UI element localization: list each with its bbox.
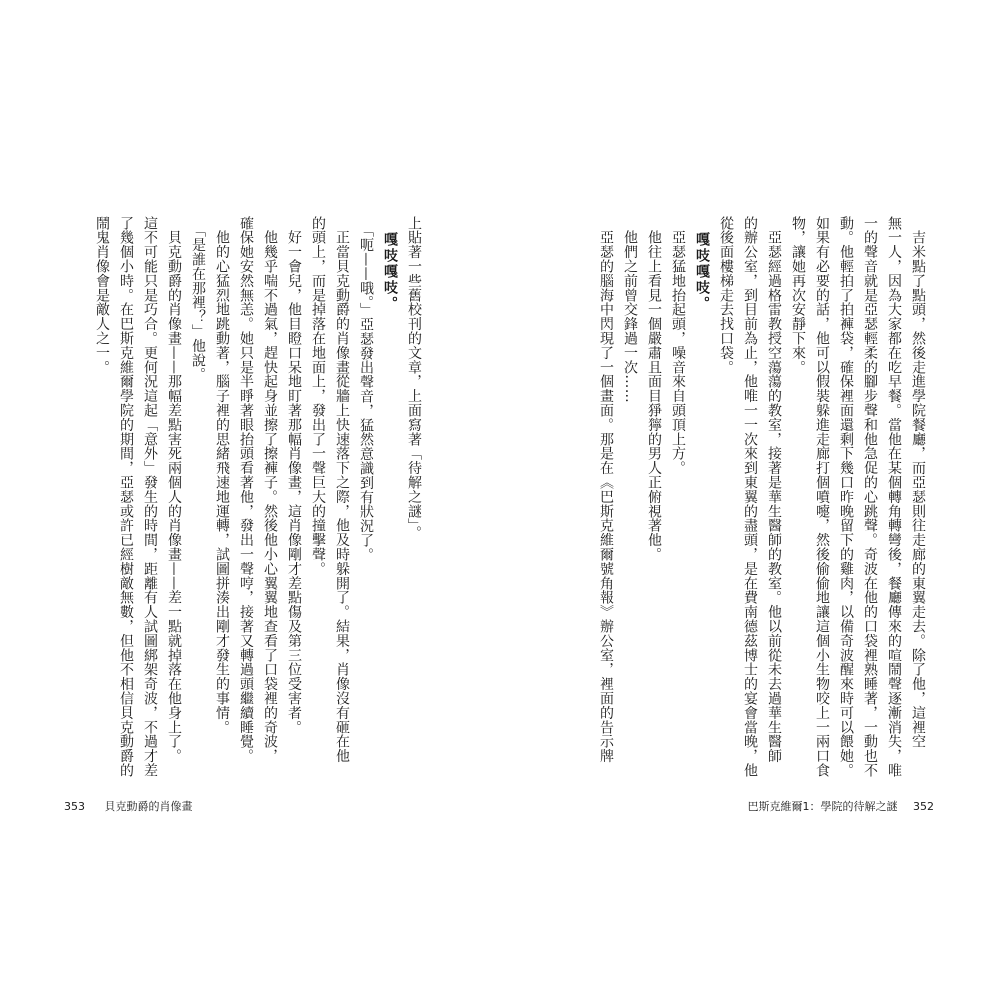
page-number: 352 (913, 800, 934, 813)
text-column: 亞瑟的腦海中閃現了一個畫面。那是在《巴斯克維爾號角報》辦公室，裡面的告示牌 (598, 216, 614, 764)
right-page-footer (748, 798, 935, 814)
page-number: 353 (64, 800, 85, 813)
running-head: 巴斯克維爾1：學院的待解之謎 (747, 800, 898, 813)
text-column: 亞瑟經過格雷教授空蕩蕩的教室，接著是華生醫師的教室。他以前從未去過華生醫師 (766, 216, 782, 764)
right-page (500, 0, 1000, 1000)
text-column: 亞瑟猛地抬起頭，噪音來自頭頂上方。 (670, 216, 686, 476)
text-column-sound-effect: 嘎吱嘎吱。 (694, 216, 710, 312)
text-column: 鬧鬼肖像會是敵人之一。 (94, 216, 110, 375)
text-column: 吉米點了點頭，然後走進學院餐廳，而亞瑟則往走廊的東翼走去。除了他，這裡空 (910, 216, 926, 749)
running-head: 貝克動爵的肖像畫 (104, 800, 193, 813)
right-page-body (594, 216, 930, 776)
text-column: 他們之前曾交鋒過一次…… (622, 216, 638, 404)
text-column: 上貼著一些舊校刊的文章，上面寫著「待解之謎」。 (406, 216, 422, 541)
text-column: 的頭上，而是掉落在地面上，發出了一聲巨大的撞擊聲。 (310, 216, 326, 576)
text-column: 如果有必要的話，他可以假裝躲進走廊打個噴嚏，然後偷偷地讓這個小生物咬上一兩口食 (814, 216, 830, 778)
text-column: 他幾乎喘不過氣，趕快起身並擦了擦褲子。然後他小心翼翼地查看了口袋裡的奇波， (262, 216, 278, 764)
text-column: 從後面樓梯走去找口袋。 (718, 216, 734, 375)
text-column: 他的心猛烈地跳動著，腦子裡的思緒飛速地運轉，試圖拼湊出剛才發生的事情。 (214, 216, 230, 735)
text-column: 確保她安然無恙。她只是半睜著眼抬頭看著他，發出一聲哼，接著又轉過頭繼續睡覺。 (238, 216, 254, 764)
text-column-sound-effect: 嘎吱嘎吱。 (382, 216, 398, 312)
text-column: 正當貝克動爵的肖像畫從牆上快速落下之際，他及時躲開了。結果，肖像沒有砸在他 (334, 216, 350, 764)
text-column: 無一人，因為大家都在吃早餐。當他在某個轉角轉彎後，餐廳傳來的喧鬧聲逐漸消失，唯 (886, 216, 902, 778)
left-page-footer (64, 798, 193, 814)
text-column: 動。他輕拍了拍褲袋，確保裡面還剩下幾口昨晚留下的雞肉，以備奇波醒來時可以餵她。 (838, 216, 854, 778)
text-column: 了幾個小時。在巴斯克維爾學院的期間，亞瑟或許已經樹敵無數，但他不相信貝克動爵的 (118, 216, 134, 778)
text-column: 貝克動爵的肖像畫——那幅差點害死兩個人的肖像畫——差一點就掉落在他身上了。 (166, 216, 182, 764)
text-column: 物，讓她再次安靜下來。 (790, 216, 806, 375)
text-column: 一的聲音就是亞瑟輕柔的腳步聲和他急促的心跳聲。奇波在他的口袋裡熟睡著，一動也不 (862, 216, 878, 778)
text-column: 他往上看見一個嚴肅且面目猙獰的男人正俯視著他。 (646, 216, 662, 562)
left-page-body (90, 216, 426, 776)
text-column: 「是誰在那裡？」他說。 (190, 216, 206, 382)
text-column: 這不可能只是巧合。更何況這起「意外」發生的時間，距離有人試圖綁架奇波，不過才差 (142, 216, 158, 778)
text-column: 好一會兒，他目瞪口呆地盯著那幅肖像畫，這肖像剛才差點傷及第三位受害者。 (286, 216, 302, 735)
text-column: 「呃——哦。」亞瑟發出聲音，猛然意識到有狀況了。 (358, 216, 374, 562)
text-column: 的辦公室，到目前為止，他唯一一次來到東翼的盡頭，是在費南德茲博士的宴會當晚，他 (742, 216, 758, 778)
